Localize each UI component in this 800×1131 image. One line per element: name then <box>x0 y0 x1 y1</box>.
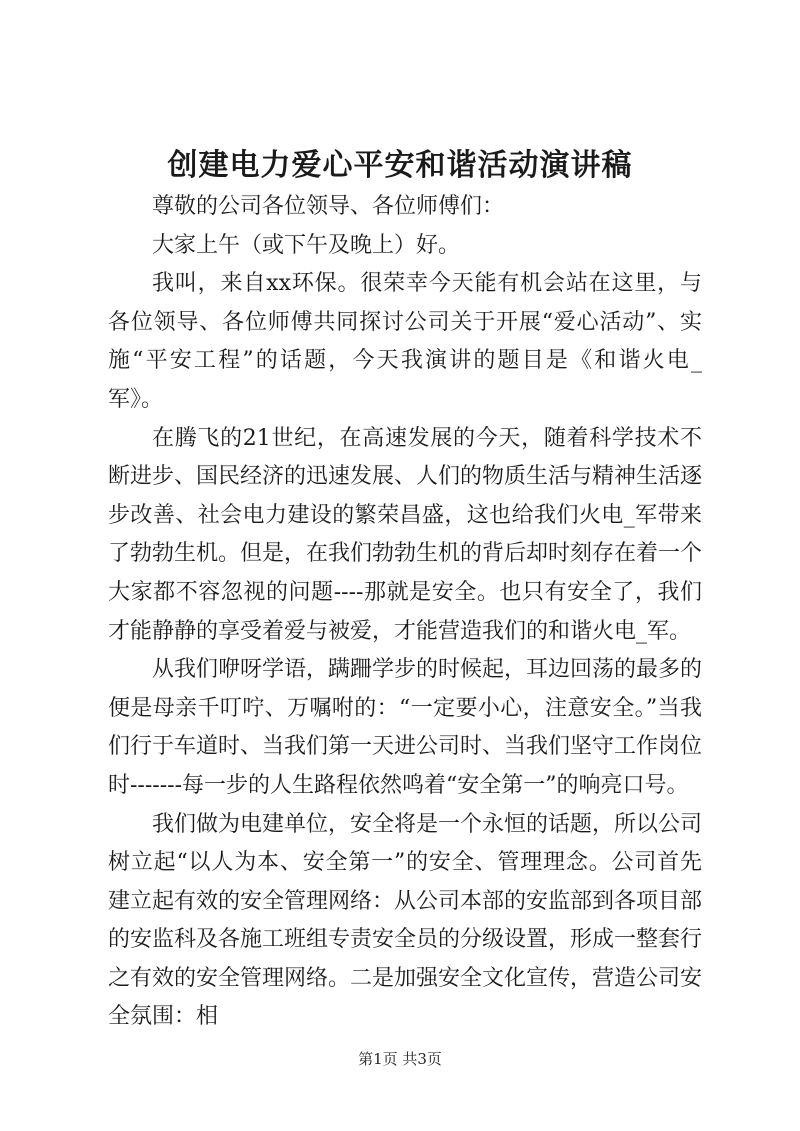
paragraph-safety-management: 我们做为电建单位，安全将是一个永恒的话题，所以公司树立起“以人为本、安全第一”的安全、管理理念。公司首先建立起有效的安全管理网络：从公司本部的安监部到各项目部的安监科及各施工班组专责安全员的分级设置，形成一整套行之有效的安全管理网络。二是加强安全文化宣传，营造公司安全氛围：相 <box>108 811 703 1030</box>
document-body <box>108 188 702 1037</box>
paragraph-background: 在腾飞的21世纪，在高速发展的今天，随着科学技术不断进步、国民经济的迅速发展、人们的物质生活与精神生活逐步改善、社会电力建设的繁荣昌盛，这也给我们火电_军带来了勃勃生机。但是，在我们勃勃生机的背后却时刻存在着一个大家都不容忽视的问题----那就是安全。也只有安全了，我们才能静静的享受着爱与被爱，才能营造我们的和谐火电_军。 <box>108 425 703 644</box>
paragraph-introduction: 我叫，来自xx环保。很荣幸今天能有机会站在这里，与各位领导、各位师傅共同探讨公司关于开展“爱心活动”、实施“平安工程”的话题，今天我演讲的题目是《和谐火电_军》。 <box>108 271 702 412</box>
paragraph-greeting: 大家上午（或下午及晚上）好。 <box>152 232 461 258</box>
paragraph-safety-childhood: 从我们咿呀学语，蹒跚学步的时候起，耳边回荡的最多的便是母亲千叮咛、万嘱咐的：“一定要小心，注意安全。”当我们行于车道时、当我们第一天进公司时、当我们坚守工作岗位时-------每一步的人生路程依然鸣着“安全第一”的响亮口号。 <box>108 657 703 798</box>
page-number-footer: 第1页 共3页 <box>358 1050 442 1068</box>
paragraph-salutation: 尊敬的公司各位领导、各位师傅们： <box>152 194 505 219</box>
page-title: 创建电力爱心平安和谐活动演讲稿 <box>167 148 633 183</box>
